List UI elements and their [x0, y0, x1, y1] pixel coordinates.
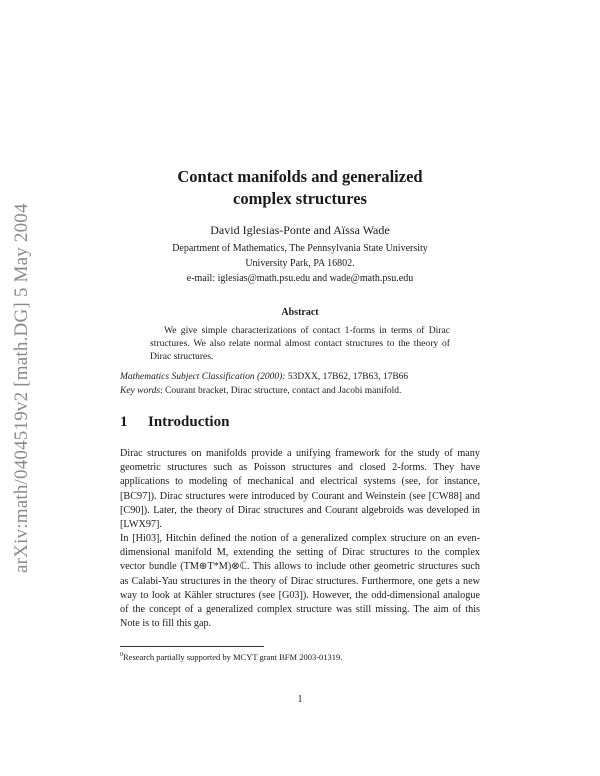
msc-label: Mathematics Subject Classification (2000):	[120, 372, 286, 382]
author-names: David Iglesias-Ponte and Aïssa Wade	[210, 223, 390, 237]
keywords-label: Key words	[120, 386, 161, 396]
footnote-mark: 0	[120, 652, 123, 658]
author-block	[120, 223, 480, 286]
paper-title	[120, 166, 480, 210]
classification-block	[120, 370, 480, 398]
abstract-text: We give simple characterizations of contact 1-forms in terms of Dirac structures. We also relate normal almost contact structures to the theory of Dirac structures.	[150, 325, 450, 362]
arxiv-identifier-stamp: arXiv:math/0404519v2 [math.DG] 5 May 2004	[11, 203, 32, 573]
intro-paragraph-2: In [Hi03], Hitchin defined the notion of a generalized complex structure on an even-dimensional manifold M, extending the setting of Dirac structures to the complex vector bundle (TM⊕T*M)⊗ℂ. This allows to include other geometric structures such as Calabi-Yau structures in the theory of Dirac structures. Furthermore, one gets a new way to look at Kähler structures (see [G03]). However, the odd-dimensional analogue of the concept of a generalized complex structure was still missing. The aim of this Note is to fill this gap.	[120, 533, 480, 630]
footnote-rule	[120, 646, 264, 647]
section-title: Introduction	[148, 414, 230, 430]
author-email: e-mail: iglesias@math.psu.edu and wade@math.psu.edu	[186, 273, 414, 284]
page-number: 1	[297, 694, 303, 705]
title-line-1: Contact manifolds and generalized	[177, 167, 423, 186]
section-heading	[120, 414, 229, 431]
abstract-heading: Abstract	[281, 307, 319, 318]
section-number: 1	[120, 414, 128, 430]
title-line-2: complex structures	[233, 189, 367, 208]
msc-value: 53DXX, 17B62, 17B63, 17B66	[287, 372, 409, 382]
keywords-line	[120, 384, 480, 398]
intro-paragraph-1: Dirac structures on manifolds provide a unifying framework for the study of many geometric structures such as Poisson structures and closed 2-forms. They have applications to modeling of mechanical and electrical systems (see, for instance, [BC97]). Dirac structures were introduced by Courant and Weinstein (see [CW88] and [C90]). Later, the theory of Dirac structures and Courant algebroids was developed in [LWX97].	[120, 448, 480, 531]
keywords-value: : Courant bracket, Dirac structure, contact and Jacobi manifold.	[160, 386, 402, 396]
author-address: University Park, PA 16802.	[245, 258, 355, 269]
footnote	[120, 650, 480, 663]
author-department: Department of Mathematics, The Pennsylvania State University	[172, 243, 428, 254]
msc-line	[120, 370, 480, 384]
footnote-text: Research partially supported by MCYT grant BFM 2003-01319.	[123, 651, 343, 662]
